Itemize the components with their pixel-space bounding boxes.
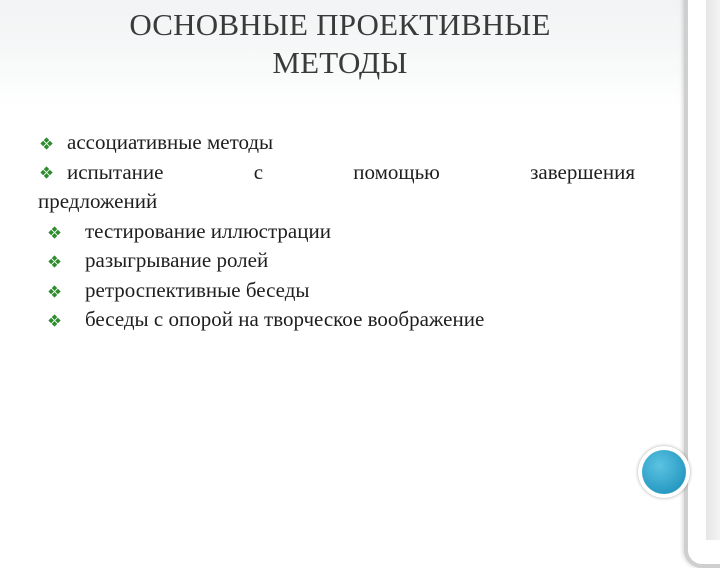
list-item-word: с bbox=[253, 159, 264, 184]
list-item-text: тестирование иллюстрации bbox=[85, 218, 331, 243]
list-item-word: завершения bbox=[530, 159, 635, 184]
bullet-icon bbox=[48, 255, 61, 268]
list-item bbox=[40, 128, 640, 158]
bullet-icon bbox=[48, 226, 61, 239]
slide-title bbox=[60, 6, 620, 82]
bullet-icon bbox=[40, 137, 53, 150]
list-item bbox=[40, 158, 640, 217]
right-strip-decoration bbox=[706, 0, 720, 540]
bullet-icon bbox=[48, 285, 61, 298]
list-item bbox=[40, 246, 640, 276]
decorative-circle-fill bbox=[642, 450, 686, 494]
list-item-text: ретроспективные беседы bbox=[85, 277, 310, 302]
bullet-list bbox=[40, 128, 640, 335]
list-item-text: разыгрывание ролей bbox=[85, 248, 269, 272]
list-item-text: беседы с опорой на творческое воображение bbox=[85, 307, 485, 331]
list-item-text: ассоциативные методы bbox=[67, 130, 274, 154]
list-item-word: помощью bbox=[353, 159, 440, 184]
list-item bbox=[40, 217, 640, 247]
list-item bbox=[40, 305, 640, 335]
list-item-word: испытание bbox=[67, 159, 164, 184]
title-line-2: МЕТОДЫ bbox=[272, 45, 408, 80]
bullet-icon bbox=[40, 166, 53, 179]
list-item bbox=[40, 276, 640, 306]
title-line-1: ОСНОВНЫЕ ПРОЕКТИВНЫЕ bbox=[129, 7, 551, 42]
decorative-circle bbox=[638, 446, 690, 498]
bullet-icon bbox=[48, 314, 61, 327]
list-item-continuation: предложений bbox=[38, 189, 158, 213]
